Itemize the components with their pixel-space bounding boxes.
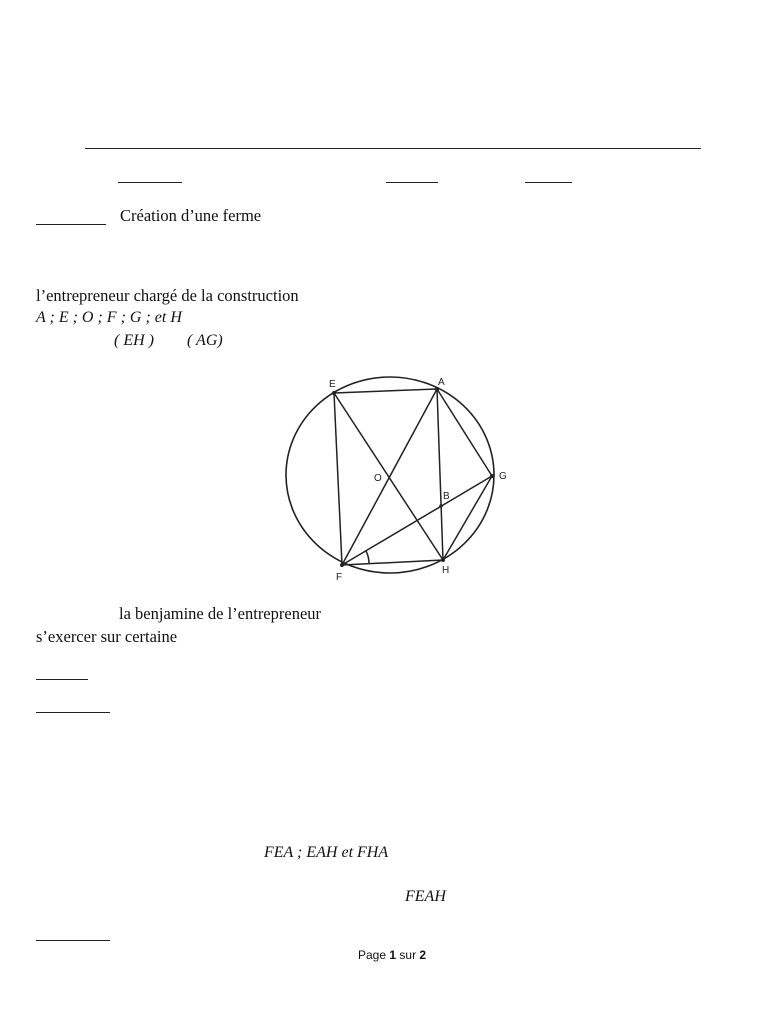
header-rule — [85, 148, 701, 149]
segment-fg — [342, 476, 492, 565]
triangles-line: FEA ; EAH et FHA — [264, 844, 389, 861]
points-line: A ; E ; O ; F ; G ; et H — [36, 309, 182, 326]
label-e: E — [329, 379, 336, 390]
label-b: B — [443, 491, 450, 502]
blank-line-1 — [118, 182, 182, 183]
blank-line-3 — [525, 182, 572, 183]
segment-gh — [443, 476, 492, 560]
page-number: 1 — [389, 948, 397, 962]
segment-ef — [334, 393, 342, 565]
segment-af — [342, 389, 437, 565]
exercise-label-line — [36, 224, 106, 225]
blank-line-6 — [36, 940, 110, 941]
blank-line-2 — [386, 182, 438, 183]
entrepreneur-line: l’entrepreneur chargé de la construction — [36, 286, 299, 305]
segment-eh-line — [334, 393, 443, 560]
benjamine-line: la benjamine de l’entrepreneur — [119, 604, 322, 623]
label-f: F — [336, 572, 343, 583]
blank-line-4 — [36, 679, 88, 680]
label-g: G — [499, 471, 507, 482]
geometry-figure — [270, 370, 520, 585]
quadrilateral-label: FEAH — [405, 888, 446, 905]
angle-mark — [366, 551, 369, 564]
page-footer — [358, 948, 426, 962]
label-o: O — [374, 473, 382, 484]
label-h: H — [442, 565, 450, 576]
exercise-title: Création d’une ferme — [120, 206, 262, 225]
label-a: A — [438, 377, 445, 388]
segment-eh: ( EH ) — [114, 332, 154, 349]
page-word: Page — [358, 948, 387, 962]
exercer-line: s’exercer sur certaine — [36, 627, 178, 646]
page-total: 2 — [419, 948, 427, 962]
sur-word: sur — [399, 948, 417, 962]
segment-ea — [334, 389, 437, 393]
blank-line-5 — [36, 712, 110, 713]
segment-fh — [342, 560, 443, 565]
segment-ag: ( AG) — [187, 332, 223, 349]
segment-ah — [437, 389, 443, 560]
